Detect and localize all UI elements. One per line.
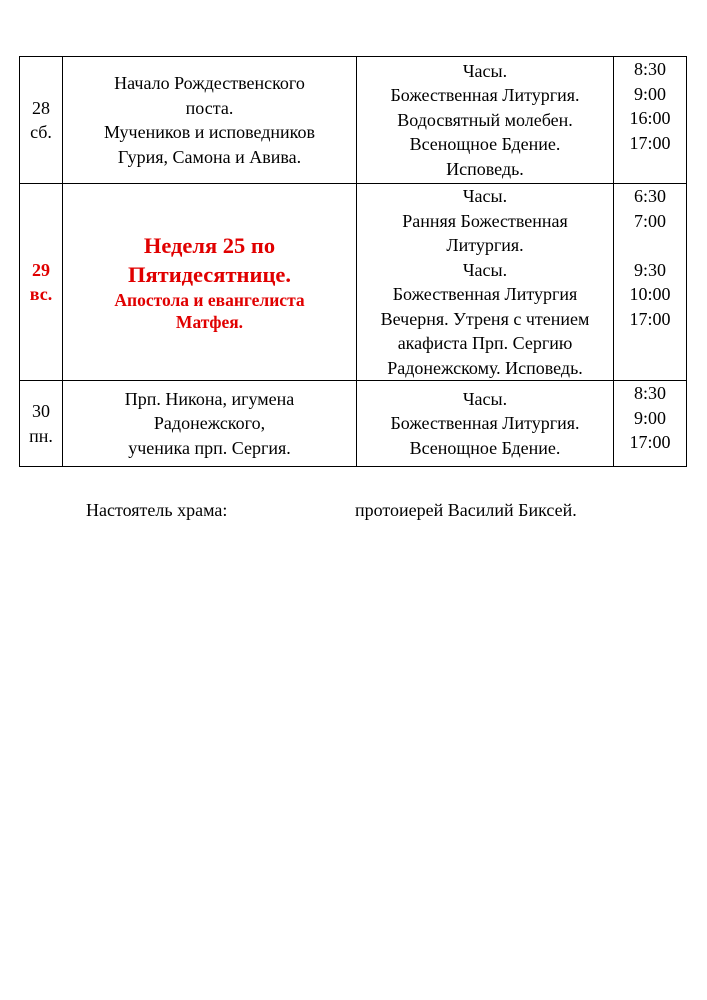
date-day: 28 (32, 97, 50, 118)
times-cell (614, 57, 687, 184)
date-weekday: пн. (29, 425, 53, 446)
service-line: Литургия. (446, 235, 524, 255)
times-cell (614, 184, 687, 381)
times-cell (614, 381, 687, 467)
date-cell (20, 184, 63, 381)
feast-title-line: Пятидесятнице. (127, 262, 292, 287)
service-time: 9:00 (633, 83, 666, 104)
table-row (20, 57, 687, 184)
feast-cell (63, 57, 357, 184)
service-time: 10:00 (629, 284, 671, 304)
feast-line: Начало Рождественского (114, 73, 305, 93)
feast-line: поста. (185, 97, 234, 118)
service-line: Божественная Литургия. (390, 413, 580, 434)
service-line: Часы. (462, 186, 508, 206)
service-time: 7:00 (633, 210, 666, 231)
service-time: 8:30 (633, 383, 666, 403)
feast-subtitle-line: Апостола и евангелиста (114, 290, 305, 310)
date-weekday: сб. (30, 122, 52, 142)
date-day: 30 (32, 401, 50, 421)
services-cell (357, 184, 614, 381)
service-line: Часы. (462, 60, 508, 81)
service-line: Исповедь. (446, 158, 524, 179)
feast-line: Радонежского, (153, 413, 266, 434)
feast-cell (63, 381, 357, 467)
service-line: Часы. (462, 259, 508, 280)
service-time: 17:00 (629, 308, 671, 329)
service-time: 17:00 (629, 432, 671, 452)
date-cell (20, 57, 63, 184)
table-row (20, 381, 687, 467)
rector-label: Настоятель храма: (86, 500, 228, 520)
service-line: Божественная Литургия (392, 284, 578, 304)
service-time: 9:00 (633, 407, 666, 428)
service-line: Всенощное Бдение. (409, 437, 561, 458)
feast-title-line: Неделя 25 по (143, 233, 276, 258)
service-line: Радонежскому. Исповедь. (387, 357, 583, 378)
feast-line: Мучеников и исповедников (104, 122, 315, 142)
service-line: акафиста Прп. Сергию (397, 333, 573, 353)
date-weekday: вс. (29, 284, 53, 304)
service-line: Вечерня. Утреня с чтением (380, 308, 590, 329)
table-row (20, 184, 687, 381)
date-cell (20, 381, 63, 467)
date-day: 29 (32, 259, 50, 280)
service-line: Божественная Литургия. (390, 85, 580, 106)
feast-line: Гурия, Самона и Авива. (117, 146, 302, 167)
feast-line: Прп. Никона, игумена (124, 388, 295, 409)
services-cell (357, 57, 614, 184)
service-line: Ранняя Божественная (402, 210, 568, 231)
service-time: 9:30 (633, 259, 666, 280)
time-spacer (614, 233, 686, 258)
service-time: 17:00 (629, 132, 671, 153)
service-line: Водосвятный молебен. (397, 109, 573, 130)
service-time: 8:30 (633, 59, 666, 79)
service-time: 16:00 (629, 108, 671, 128)
service-line: Часы. (462, 388, 508, 409)
schedule-table (19, 56, 687, 467)
services-cell (357, 381, 614, 467)
service-line: Всенощное Бдение. (409, 134, 561, 155)
feast-subtitle-line: Матфея. (175, 312, 244, 332)
feast-cell (63, 184, 357, 381)
rector-name: протоиерей Василий Биксей. (355, 500, 577, 520)
service-time: 6:30 (633, 186, 666, 206)
feast-line: ученика прп. Сергия. (128, 437, 291, 458)
